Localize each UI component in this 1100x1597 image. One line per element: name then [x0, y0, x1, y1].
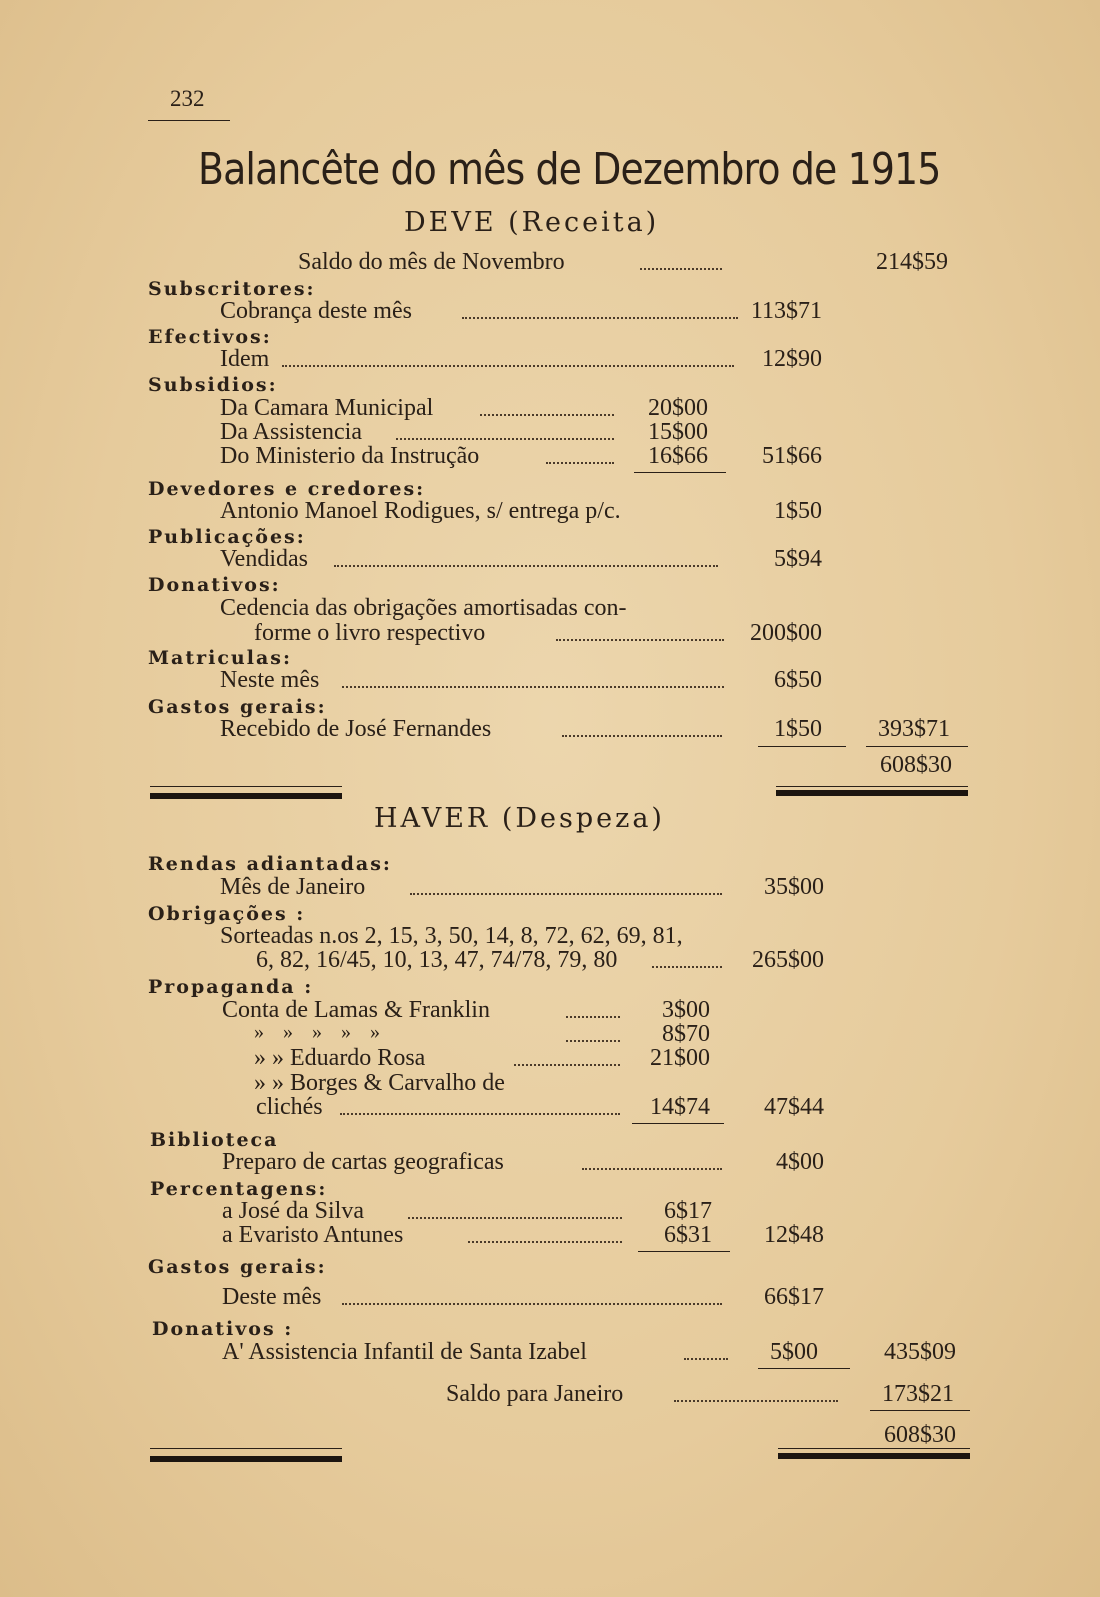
leader-dots	[468, 1241, 622, 1243]
separator-bar	[150, 793, 342, 799]
matriculas-line: Neste mês	[220, 667, 320, 693]
leader-dots	[674, 1400, 838, 1402]
biblioteca-amount: 4$00	[776, 1149, 824, 1175]
propaganda-item-label: » » » » »	[254, 1021, 380, 1043]
percentagem-item-amount: 6$31	[664, 1222, 712, 1248]
leader-dots	[410, 893, 722, 895]
gastos-amount: 1$50	[774, 716, 822, 742]
subsidios-header: Subsidios:	[148, 374, 278, 396]
page-number-rule	[148, 120, 230, 121]
leader-dots	[396, 438, 614, 440]
subsidios-total: 51$66	[762, 443, 822, 469]
percentagens-total: 12$48	[764, 1222, 824, 1248]
subsidio-item-label: Do Ministerio da Instrução	[220, 443, 480, 469]
devedores-header: Devedores e credores:	[148, 478, 426, 500]
leader-dots	[546, 462, 614, 464]
propaganda-underline	[632, 1123, 724, 1124]
subsidio-item-label: Da Camara Municipal	[220, 395, 434, 421]
leader-dots	[640, 268, 722, 270]
efectivos-header: Efectivos:	[148, 326, 272, 348]
deve-subtotal-rule	[866, 746, 968, 747]
leader-dots	[340, 1113, 620, 1115]
propaganda-header: Propaganda :	[148, 976, 314, 998]
percentagens-header: Percentagens:	[150, 1178, 328, 1200]
separator-line	[778, 1448, 970, 1449]
separator-line	[150, 1448, 342, 1449]
donativos-line-1: Cedencia das obrigações amortisadas con-	[220, 595, 627, 621]
deve-total: 608$30	[880, 752, 952, 778]
leader-dots	[480, 414, 614, 416]
rendas-header: Rendas adiantadas:	[148, 853, 392, 875]
biblioteca-header: Biblioteca	[150, 1129, 279, 1151]
leader-dots	[556, 639, 724, 641]
publicacoes-line: Vendidas	[220, 546, 308, 572]
subscritores-header: Subscritores:	[148, 278, 316, 300]
biblioteca-line: Preparo de cartas geograficas	[222, 1149, 504, 1175]
page-number: 232	[170, 86, 205, 111]
percentagem-item-label: a José da Silva	[222, 1198, 364, 1224]
publicacoes-header: Publicações:	[148, 526, 306, 548]
subscritores-line: Cobrança deste mês	[220, 298, 412, 324]
haver-donativos-header: Donativos :	[152, 1318, 294, 1340]
haver-donativos-line: A' Assistencia Infantil de Santa Izabel	[222, 1339, 587, 1365]
separator-line	[776, 786, 968, 787]
donativos-line-2: forme o livro respectivo	[254, 620, 486, 646]
deve-heading: DEVE (Receita)	[404, 207, 660, 238]
leader-dots	[408, 1217, 622, 1219]
leader-dots	[462, 317, 738, 319]
obrigacoes-amount: 265$00	[752, 947, 824, 973]
obrigacoes-line-1: Sorteadas n.os 2, 15, 3, 50, 14, 8, 72, 62, 69, 81,	[220, 923, 683, 949]
subsidio-item-label: Da Assistencia	[220, 419, 362, 445]
haver-donativos-amount: 5$00	[770, 1339, 818, 1365]
donativos-amount: 200$00	[750, 620, 822, 646]
haver-subtotal-rule	[870, 1410, 970, 1411]
percentagens-underline	[638, 1251, 730, 1252]
subsidio-item-amount: 20$00	[648, 395, 708, 421]
saldo-novembro-amount: 214$59	[876, 249, 948, 275]
rendas-line: Mês de Janeiro	[220, 874, 366, 900]
saldo-janeiro-label: Saldo para Janeiro	[446, 1381, 624, 1407]
leader-dots	[334, 565, 718, 567]
haver-gastos-amount: 66$17	[764, 1284, 824, 1310]
leader-dots	[342, 1303, 722, 1305]
saldo-janeiro-amount: 173$21	[882, 1381, 954, 1407]
publicacoes-amount: 5$94	[774, 546, 822, 572]
subscritores-amount: 113$71	[750, 298, 822, 324]
haver-gastos-header: Gastos gerais:	[148, 1256, 327, 1278]
matriculas-header: Matriculas:	[148, 647, 292, 669]
subsidio-item-amount: 15$00	[648, 419, 708, 445]
haver-gastos-line: Deste mês	[222, 1284, 322, 1310]
propaganda-item-amount: 21$00	[650, 1045, 710, 1071]
gastos-line: Recebido de José Fernandes	[220, 716, 492, 742]
leader-dots	[652, 966, 722, 968]
propaganda-item-label: clichés	[256, 1094, 323, 1120]
donativos-header: Donativos:	[148, 574, 281, 596]
haver-total: 608$30	[884, 1422, 956, 1448]
leader-dots	[562, 735, 722, 737]
leader-dots	[342, 686, 724, 688]
leader-dots	[282, 365, 734, 367]
propaganda-total: 47$44	[764, 1094, 824, 1120]
obrigacoes-header: Obrigações :	[148, 903, 306, 925]
propaganda-item-label: » » Eduardo Rosa	[254, 1045, 426, 1071]
efectivos-line: Idem	[220, 346, 270, 372]
gastos-header: Gastos gerais:	[148, 696, 327, 718]
separator-line	[150, 786, 342, 787]
obrigacoes-line-2: 6, 82, 16/45, 10, 13, 47, 74/78, 79, 80	[256, 947, 618, 973]
deve-underline	[758, 746, 846, 747]
haver-underline	[758, 1368, 850, 1369]
rendas-amount: 35$00	[764, 874, 824, 900]
subsidios-underline	[634, 472, 726, 473]
devedores-line: Antonio Manoel Rodigues, s/ entrega p/c.	[220, 498, 621, 524]
leader-dots	[582, 1168, 722, 1170]
devedores-amount: 1$50	[774, 498, 822, 524]
propaganda-item-label: Conta de Lamas & Franklin	[222, 997, 490, 1023]
percentagem-item-amount: 6$17	[664, 1198, 712, 1224]
separator-bar	[778, 1453, 970, 1459]
leader-dots	[514, 1064, 620, 1066]
separator-bar	[150, 1456, 342, 1462]
propaganda-item-amount: 14$74	[650, 1094, 710, 1120]
propaganda-item-amount: 8$70	[662, 1021, 710, 1047]
matriculas-amount: 6$50	[774, 667, 822, 693]
haver-subtotal: 435$09	[884, 1339, 956, 1365]
percentagem-item-label: a Evaristo Antunes	[222, 1222, 404, 1248]
deve-subtotal: 393$71	[878, 716, 950, 742]
propaganda-item-amount: 3$00	[662, 997, 710, 1023]
propaganda-item-label: » » Borges & Carvalho de	[254, 1070, 505, 1096]
haver-heading: HAVER (Despeza)	[374, 803, 665, 834]
page-title: Balancête do mês de Dezembro de 1915	[198, 144, 941, 195]
subsidio-item-amount: 16$66	[648, 443, 708, 469]
efectivos-amount: 12$90	[762, 346, 822, 372]
saldo-novembro-label: Saldo do mês de Novembro	[298, 249, 565, 275]
separator-bar	[776, 790, 968, 796]
